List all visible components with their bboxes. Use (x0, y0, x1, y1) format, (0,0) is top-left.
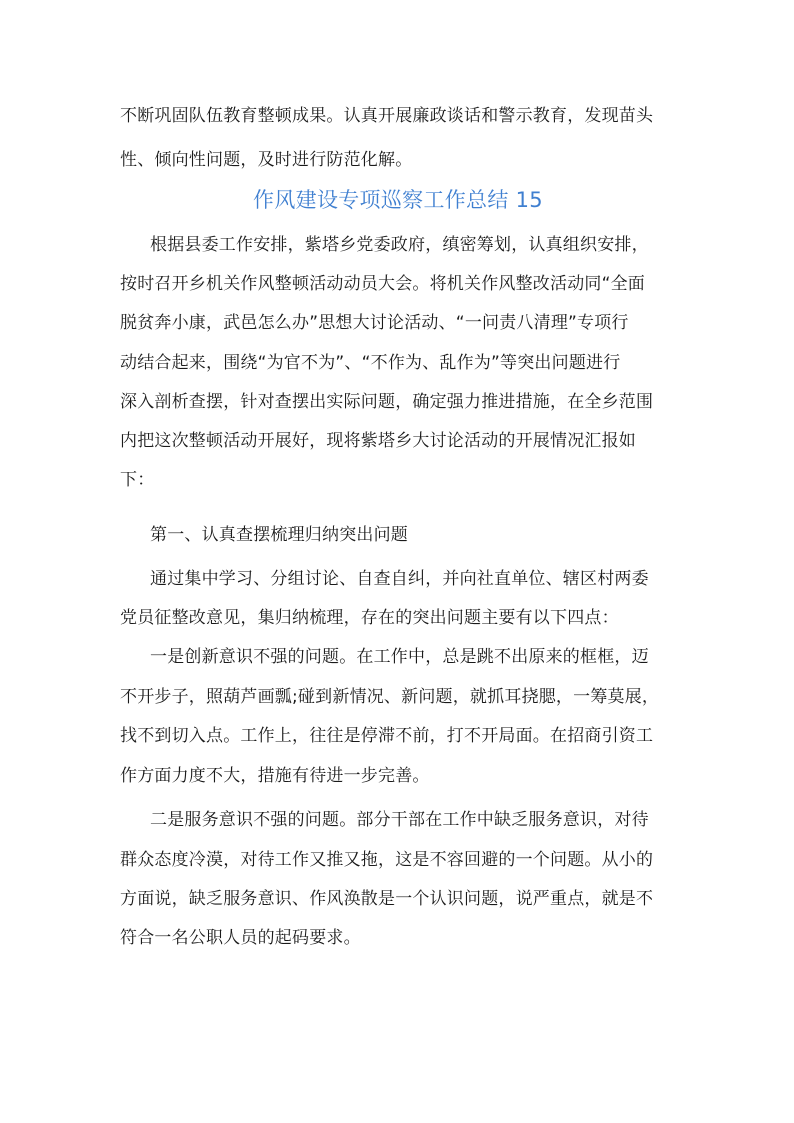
section1-line-2: 党员征整改意见，集归纳梳理，存在的突出问题主要有以下四点： (120, 608, 619, 628)
section1-heading: 第一、认真查摆梳理归纳突出问题 (150, 525, 408, 545)
point2-line-1: 二是服务意识不强的问题。部分干部在工作中缺乏服务意识，对待 (150, 810, 649, 830)
point1-line-1: 一是创新意识不强的问题。在工作中，总是跳不出原来的框框，迈 (150, 647, 649, 667)
point1-line-2: 不开步子，照葫芦画瓢;碰到新情况、新问题，就抓耳挠腮，一筹莫展， (120, 687, 660, 707)
point2-line-4: 符合一名公职人员的起码要求。 (120, 928, 361, 948)
section1-line-1: 通过集中学习、分组讨论、自查自纠，并向社直单位、辖区村两委 (150, 569, 649, 589)
intro-line-7: 下： (120, 470, 155, 490)
prev-tail-line-2: 性、倾向性问题，及时进行防范化解。 (120, 150, 413, 170)
intro-line-2: 按时召开乡机关作风整顿活动动员大会。将机关作风整改活动同“全面 (120, 274, 646, 294)
intro-line-1: 根据县委工作安排，紫塔乡党委政府，缜密筹划，认真组织安排， (150, 235, 649, 255)
intro-line-5: 深入剖析查摆，针对查摆出实际问题，确定强力推进措施，在全乡范围 (120, 392, 654, 412)
document-title: 作风建设专项巡察工作总结 15 (253, 188, 543, 212)
intro-line-3: 脱贫奔小康，武邑怎么办”思想大讨论活动、“一问责八清理”专项行 (120, 313, 629, 333)
intro-line-6: 内把这次整顿活动开展好，现将紫塔乡大讨论活动的开展情况汇报如 (120, 431, 636, 451)
point1-line-3: 找不到切入点。工作上，往往是停滞不前，打不开局面。在招商引资工 (120, 726, 654, 746)
intro-line-4: 动结合起来，围绕“为官不为”、“不作为、乱作为”等突出问题进行 (120, 353, 621, 373)
point2-line-3: 方面说，缺乏服务意识、作风涣散是一个认识问题，说严重点，就是不 (120, 889, 654, 909)
point2-line-2: 群众态度冷漠，对待工作又推又拖，这是不容回避的一个问题。从小的 (120, 850, 654, 870)
point1-line-4: 作方面力度不大，措施有待进一步完善。 (120, 766, 430, 786)
prev-tail-line-1: 不断巩固队伍教育整顿成果。认真开展廉政谈话和警示教育，发现苗头 (120, 106, 654, 126)
